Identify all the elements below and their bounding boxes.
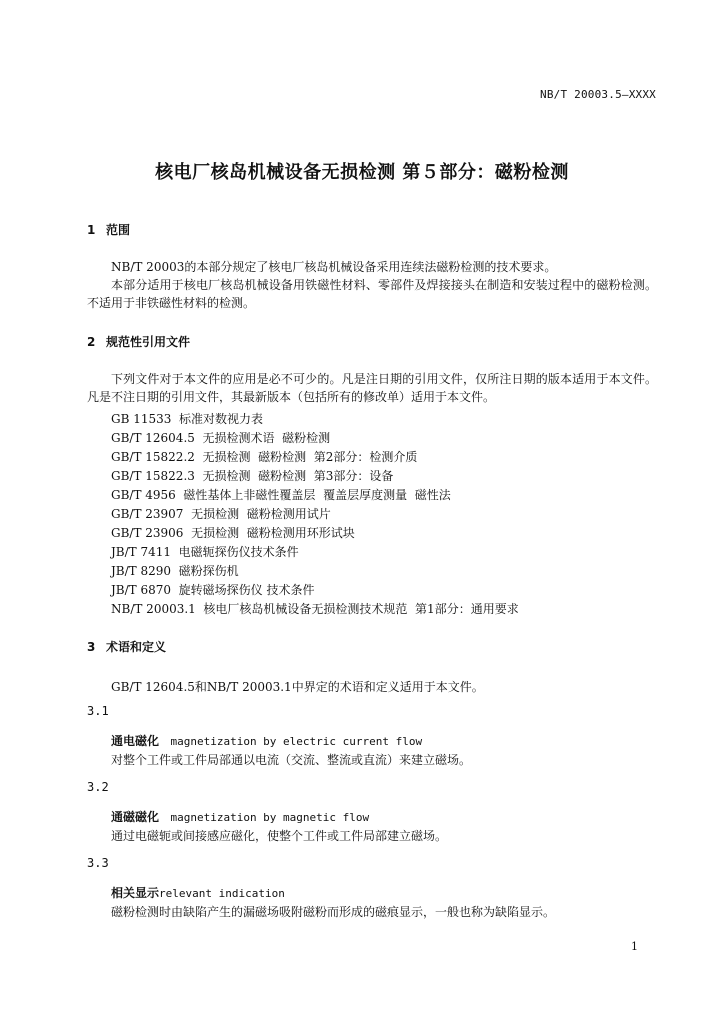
reference-item: GB 11533 标准对数视力表 [111,412,264,426]
term-entry [111,884,285,901]
reference-item: JB/T 6870 旋转磁场探伤仪 技术条件 [111,583,315,597]
reference-item: GB/T 12604.5 无损检测术语 磁粉检测 [111,431,331,445]
section-heading-normative-references [87,333,190,350]
term-definition: 对整个工件或工件局部通以电流（交流、整流或直流）来建立磁场。 [111,753,472,767]
reference-item: GB/T 15822.3 无损检测 磁粉检测 第3部分：设备 [111,469,394,483]
term-zh: 通电磁化 [111,734,160,748]
paragraph: GB/T 12604.5和NB/T 20003.1中界定的术语和定义适用于本文件。 [111,680,484,694]
section-number: 2 [87,335,96,349]
reference-item: GB/T 15822.2 无损检测 磁粉检测 第2部分：检测介质 [111,450,418,464]
section-heading-terms [87,638,166,655]
page-number: 1 [631,940,638,953]
paragraph: 下列文件对于本文件的应用是必不可少的。凡是注日期的引用文件，仅所注日期的版本适用于本文件。凡是不注日期的引用文件，其最新版本（包括所有的修改单）适用于本文件。 [87,372,657,404]
term-number: 3.1 [87,704,109,718]
reference-item: JB/T 7411 电磁轭探伤仪技术条件 [111,545,299,559]
paragraph: 本部分适用于核电厂核岛机械设备用铁磁性材料、零部件及焊接接头在制造和安装过程中的磁粉检测。不适用于非铁磁性材料的检测。 [87,278,657,310]
section-title: 术语和定义 [106,640,167,654]
term-en: relevant indication [159,887,285,900]
term-zh: 通磁磁化 [111,810,160,824]
paragraph: NB/T 20003的本部分规定了核电厂核岛机械设备采用连续法磁粉检测的技术要求。 [111,260,557,274]
term-definition: 通过电磁轭或间接感应磁化，使整个工件或工件局部建立磁场。 [111,829,448,843]
section-title: 规范性引用文件 [106,335,191,349]
section-number: 3 [87,640,96,654]
term-entry [111,732,422,749]
document-title: 核电厂核岛机械设备无损检测 第５部分：磁粉检测 [155,162,569,183]
section-title: 范围 [106,223,131,237]
term-definition: 磁粉检测时由缺陷产生的漏磁场吸附磁粉而形成的磁痕显示，一般也称为缺陷显示。 [111,905,556,919]
term-number: 3.3 [87,856,109,870]
term-entry [111,808,369,825]
reference-item: JB/T 8290 磁粉探伤机 [111,564,239,578]
term-zh: 相关显示 [111,886,160,900]
reference-item: NB/T 20003.1 核电厂核岛机械设备无损检测技术规范 第1部分：通用要求 [111,602,519,616]
reference-item: GB/T 23906 无损检测 磁粉检测用环形试块 [111,526,355,540]
reference-item: GB/T 4956 磁性基体上非磁性覆盖层 覆盖层厚度测量 磁性法 [111,488,451,502]
term-number: 3.2 [87,780,109,794]
document-code: NB/T 20003.5—XXXX [540,88,656,101]
section-number: 1 [87,223,96,237]
term-en: magnetization by magnetic flow [170,811,370,824]
term-en: magnetization by electric current flow [170,735,423,748]
reference-item: GB/T 23907 无损检测 磁粉检测用试片 [111,507,331,521]
section-heading-scope [87,221,130,238]
